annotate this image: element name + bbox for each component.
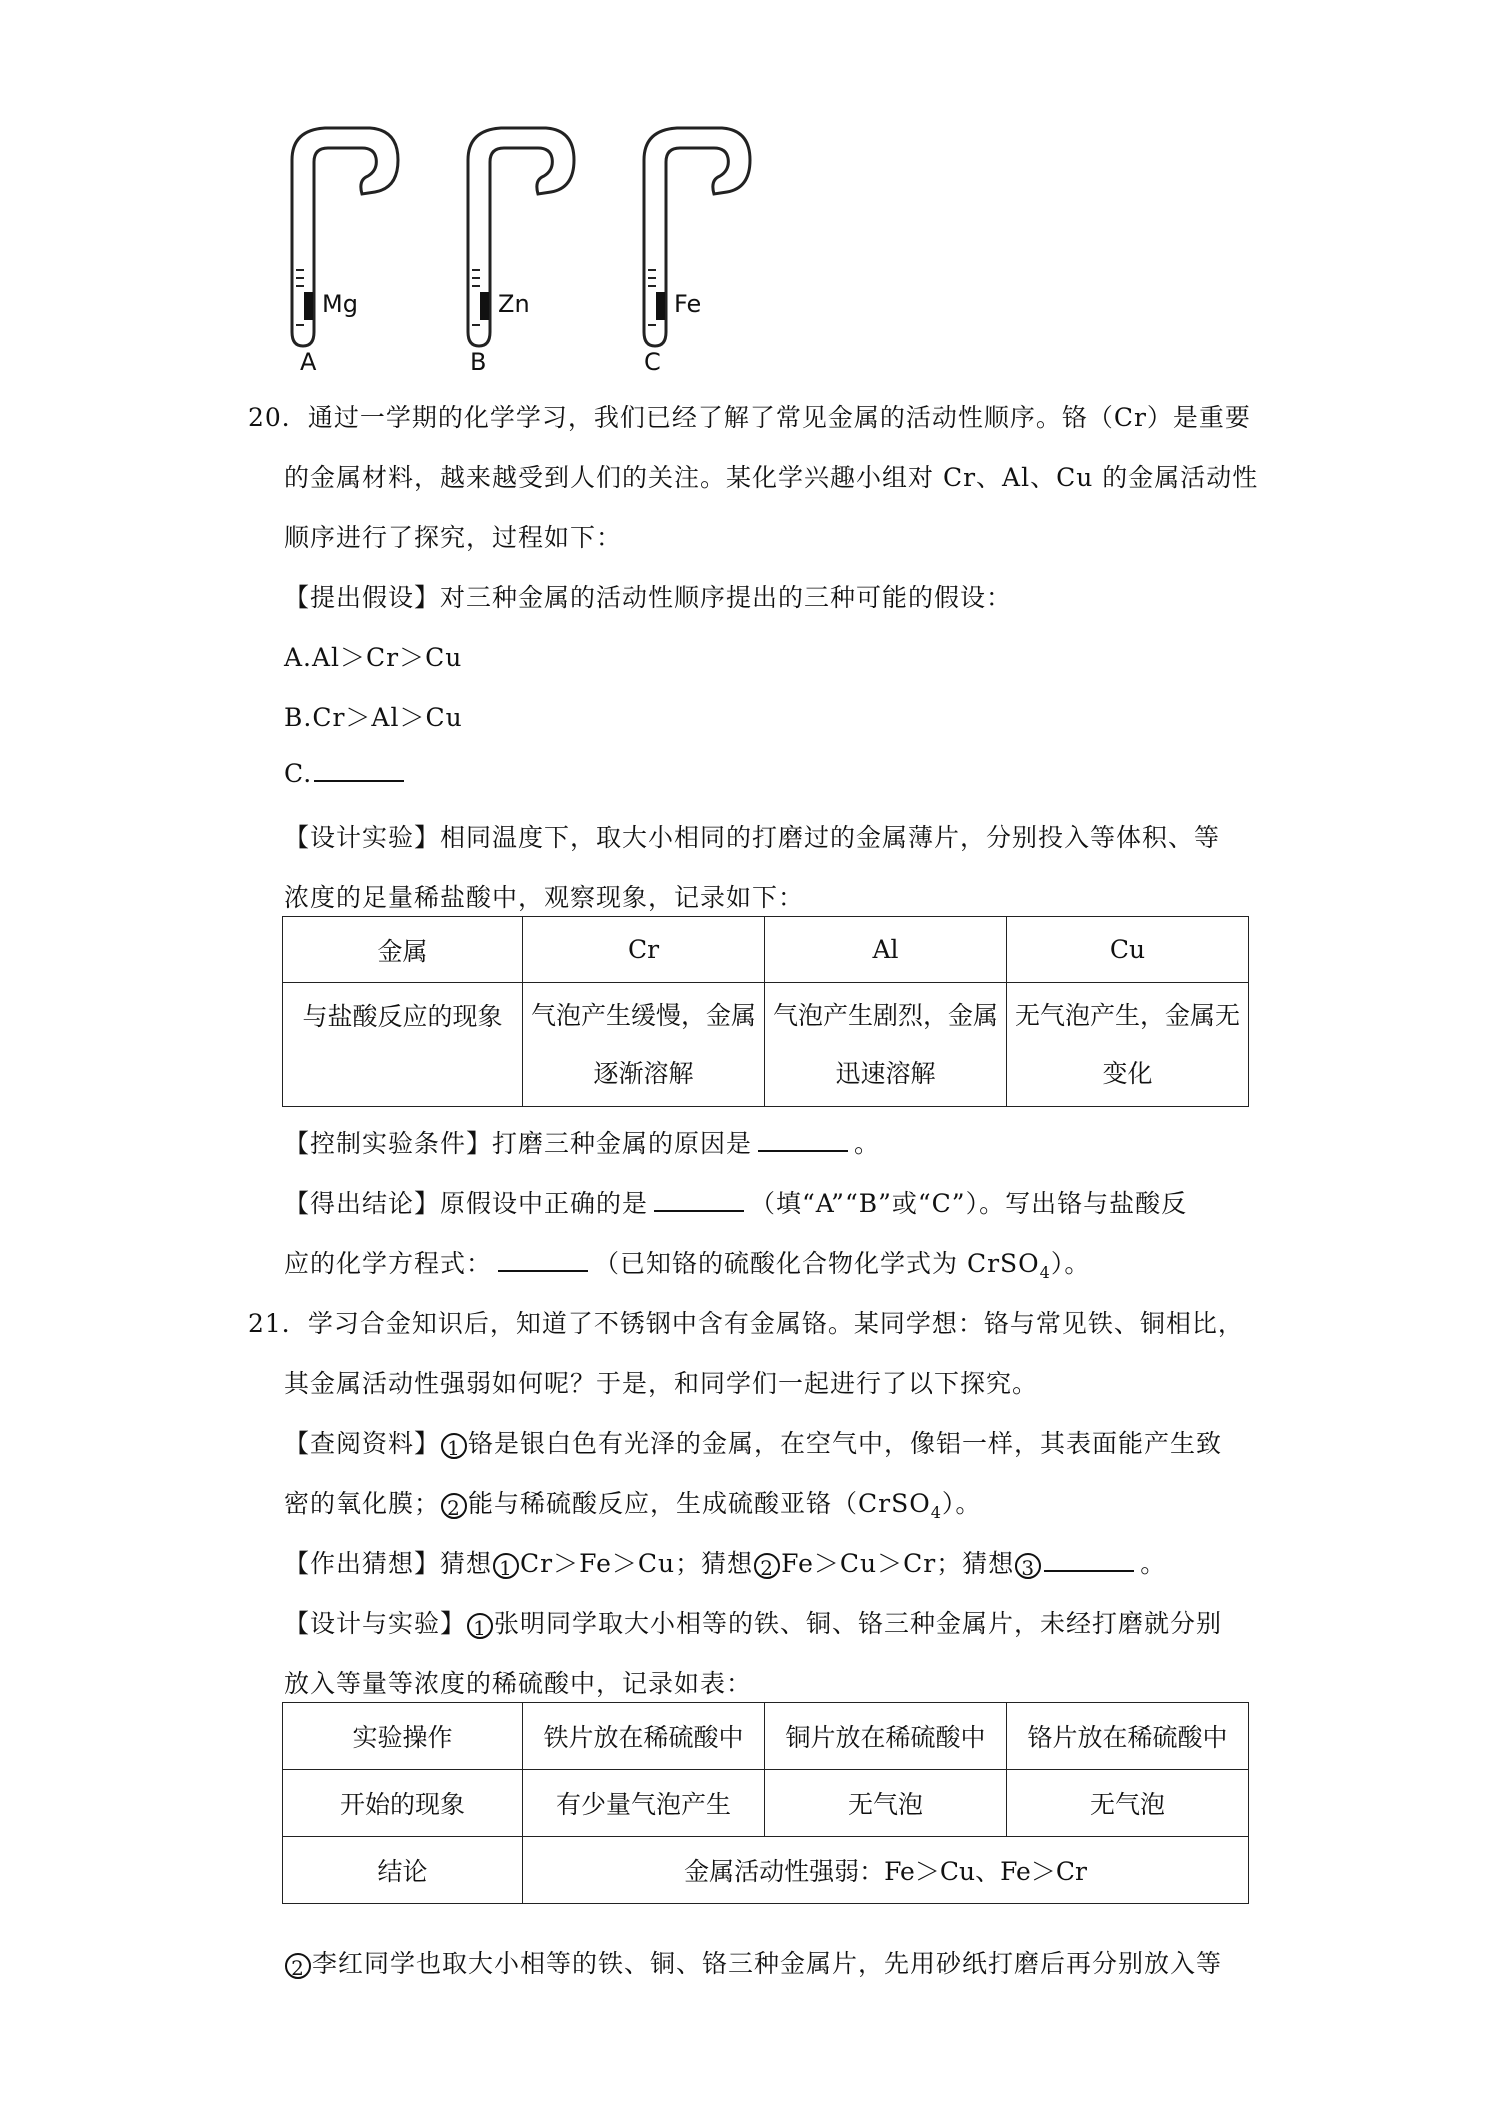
table-header: Al bbox=[765, 917, 1007, 983]
q20-results-table bbox=[282, 916, 1249, 1107]
table-cell: 无气泡 bbox=[1007, 1770, 1249, 1837]
answer-blank-hypothesis-c[interactable] bbox=[314, 758, 404, 782]
q20-hypothesis-a: A.Al＞Cr＞Cu bbox=[284, 643, 463, 672]
tube-c-metal: Fe bbox=[674, 290, 702, 318]
circled-number-1: 1 bbox=[467, 1613, 493, 1639]
answer-blank-control[interactable] bbox=[758, 1128, 848, 1152]
tube-c-letter: C bbox=[644, 348, 661, 376]
table-header: 金属 bbox=[283, 917, 523, 983]
q21-line-2: 其金属活动性强弱如何呢？于是，和同学们一起进行了以下探究。 bbox=[284, 1369, 1039, 1398]
table-header: 铜片放在稀硫酸中 bbox=[765, 1703, 1007, 1770]
q20-design-line-1: 【设计实验】相同温度下，取大小相同的打磨过的金属薄片，分别投入等体积、等 bbox=[284, 823, 1221, 852]
table-header: Cr bbox=[523, 917, 765, 983]
q20-control-line: 【控制实验条件】打磨三种金属的原因是 。 bbox=[284, 1129, 881, 1158]
q20-hypothesis-b: B.Cr＞Al＞Cu bbox=[284, 703, 463, 732]
table-cell: 结论 bbox=[283, 1837, 523, 1904]
circled-number-1: 1 bbox=[441, 1433, 467, 1459]
table-header: 铁片放在稀硫酸中 bbox=[523, 1703, 765, 1770]
table-cell: 无气泡 bbox=[765, 1770, 1007, 1837]
circled-number-2: 2 bbox=[754, 1553, 780, 1579]
q20-conclusion-line-2: 应的化学方程式： （已知铬的硫酸化合物化学式为 CrSO$_4$）。 bbox=[284, 1249, 1091, 1282]
tube-a-metal: Mg bbox=[322, 290, 358, 318]
answer-blank-equation[interactable] bbox=[498, 1248, 588, 1272]
q21-experiment-line-2: 放入等量等浓度的稀硫酸中，记录如表： bbox=[284, 1669, 753, 1698]
table-header: Cu bbox=[1007, 917, 1249, 983]
q21-number: 21． bbox=[248, 1309, 308, 1338]
q21-last-line: 2 李红同学也取大小相等的铁、铜、铬三种金属片，先用砂纸打磨后再分别放入等 bbox=[284, 1944, 1222, 1980]
tube-b-metal: Zn bbox=[498, 290, 530, 318]
q21-results-table bbox=[282, 1702, 1249, 1904]
q20-number: 20． bbox=[248, 403, 308, 432]
tube-b-letter: B bbox=[470, 348, 487, 376]
table-cell: 气泡产生剧烈，金属 迅速溶解 bbox=[765, 983, 1007, 1107]
circled-number-3: 3 bbox=[1015, 1553, 1041, 1579]
table-cell: 有少量气泡产生 bbox=[523, 1770, 765, 1837]
q21-guess-line: 【作出猜想】猜想 1 Cr＞Fe＞Cu；猜想 2 Fe＞Cu＞Cr；猜想 3 。 bbox=[284, 1549, 1167, 1580]
q21-line-1: 21．学习合金知识后，知道了不锈钢中含有金属铬。某同学想：铬与常见铁、铜相比， bbox=[248, 1309, 1244, 1338]
table-cell: 开始的现象 bbox=[283, 1770, 523, 1837]
circled-number-1: 1 bbox=[493, 1553, 519, 1579]
table-cell: 气泡产生缓慢，金属 逐渐溶解 bbox=[523, 983, 765, 1107]
table-header: 实验操作 bbox=[283, 1703, 523, 1770]
table-header: 铬片放在稀硫酸中 bbox=[1007, 1703, 1249, 1770]
circled-number-2: 2 bbox=[441, 1493, 467, 1519]
table-cell: 金属活动性强弱：Fe＞Cu、Fe＞Cr bbox=[523, 1837, 1249, 1904]
q20-design-line-2: 浓度的足量稀盐酸中，观察现象，记录如下： bbox=[284, 883, 805, 912]
table-cell: 无气泡产生，金属无 变化 bbox=[1007, 983, 1249, 1107]
q20-line-1: 20．通过一学期的化学学习，我们已经了解了常见金属的活动性顺序。铬（Cr）是重要 bbox=[248, 403, 1251, 432]
q20-line-2: 的金属材料，越来越受到人们的关注。某化学兴趣小组对 Cr、Al、Cu 的金属活动性 bbox=[284, 463, 1259, 492]
circled-number-2: 2 bbox=[285, 1953, 311, 1979]
q20-conclusion-line-1: 【得出结论】原假设中正确的是 （填“A”“B”或“C”）。写出铬与盐酸反 bbox=[284, 1189, 1188, 1218]
q20-line-3: 顺序进行了探究，过程如下： bbox=[284, 523, 623, 552]
tube-a-letter: A bbox=[300, 348, 317, 376]
answer-blank-guess-3[interactable] bbox=[1044, 1548, 1134, 1572]
q21-reference-line-1: 【查阅资料】 1 铬是银白色有光泽的金属，在空气中，像铝一样，其表面能产生致 bbox=[284, 1429, 1223, 1460]
q20-hypothesis-heading: 【提出假设】对三种金属的活动性顺序提出的三种可能的假设： bbox=[284, 583, 1013, 612]
q21-experiment-line-1: 【设计与实验】 1 张明同学取大小相等的铁、铜、铬三种金属片，未经打磨就分别 bbox=[284, 1609, 1223, 1640]
answer-blank-conclusion[interactable] bbox=[654, 1188, 744, 1212]
q20-hypothesis-c: C. bbox=[284, 758, 410, 788]
table-cell: 与盐酸反应的现象 bbox=[283, 983, 523, 1107]
q21-reference-line-2: 密的氧化膜； 2 能与稀硫酸反应，生成硫酸亚铬（CrSO$_4$）。 bbox=[284, 1489, 982, 1522]
question-21 bbox=[0, 1300, 1488, 2000]
